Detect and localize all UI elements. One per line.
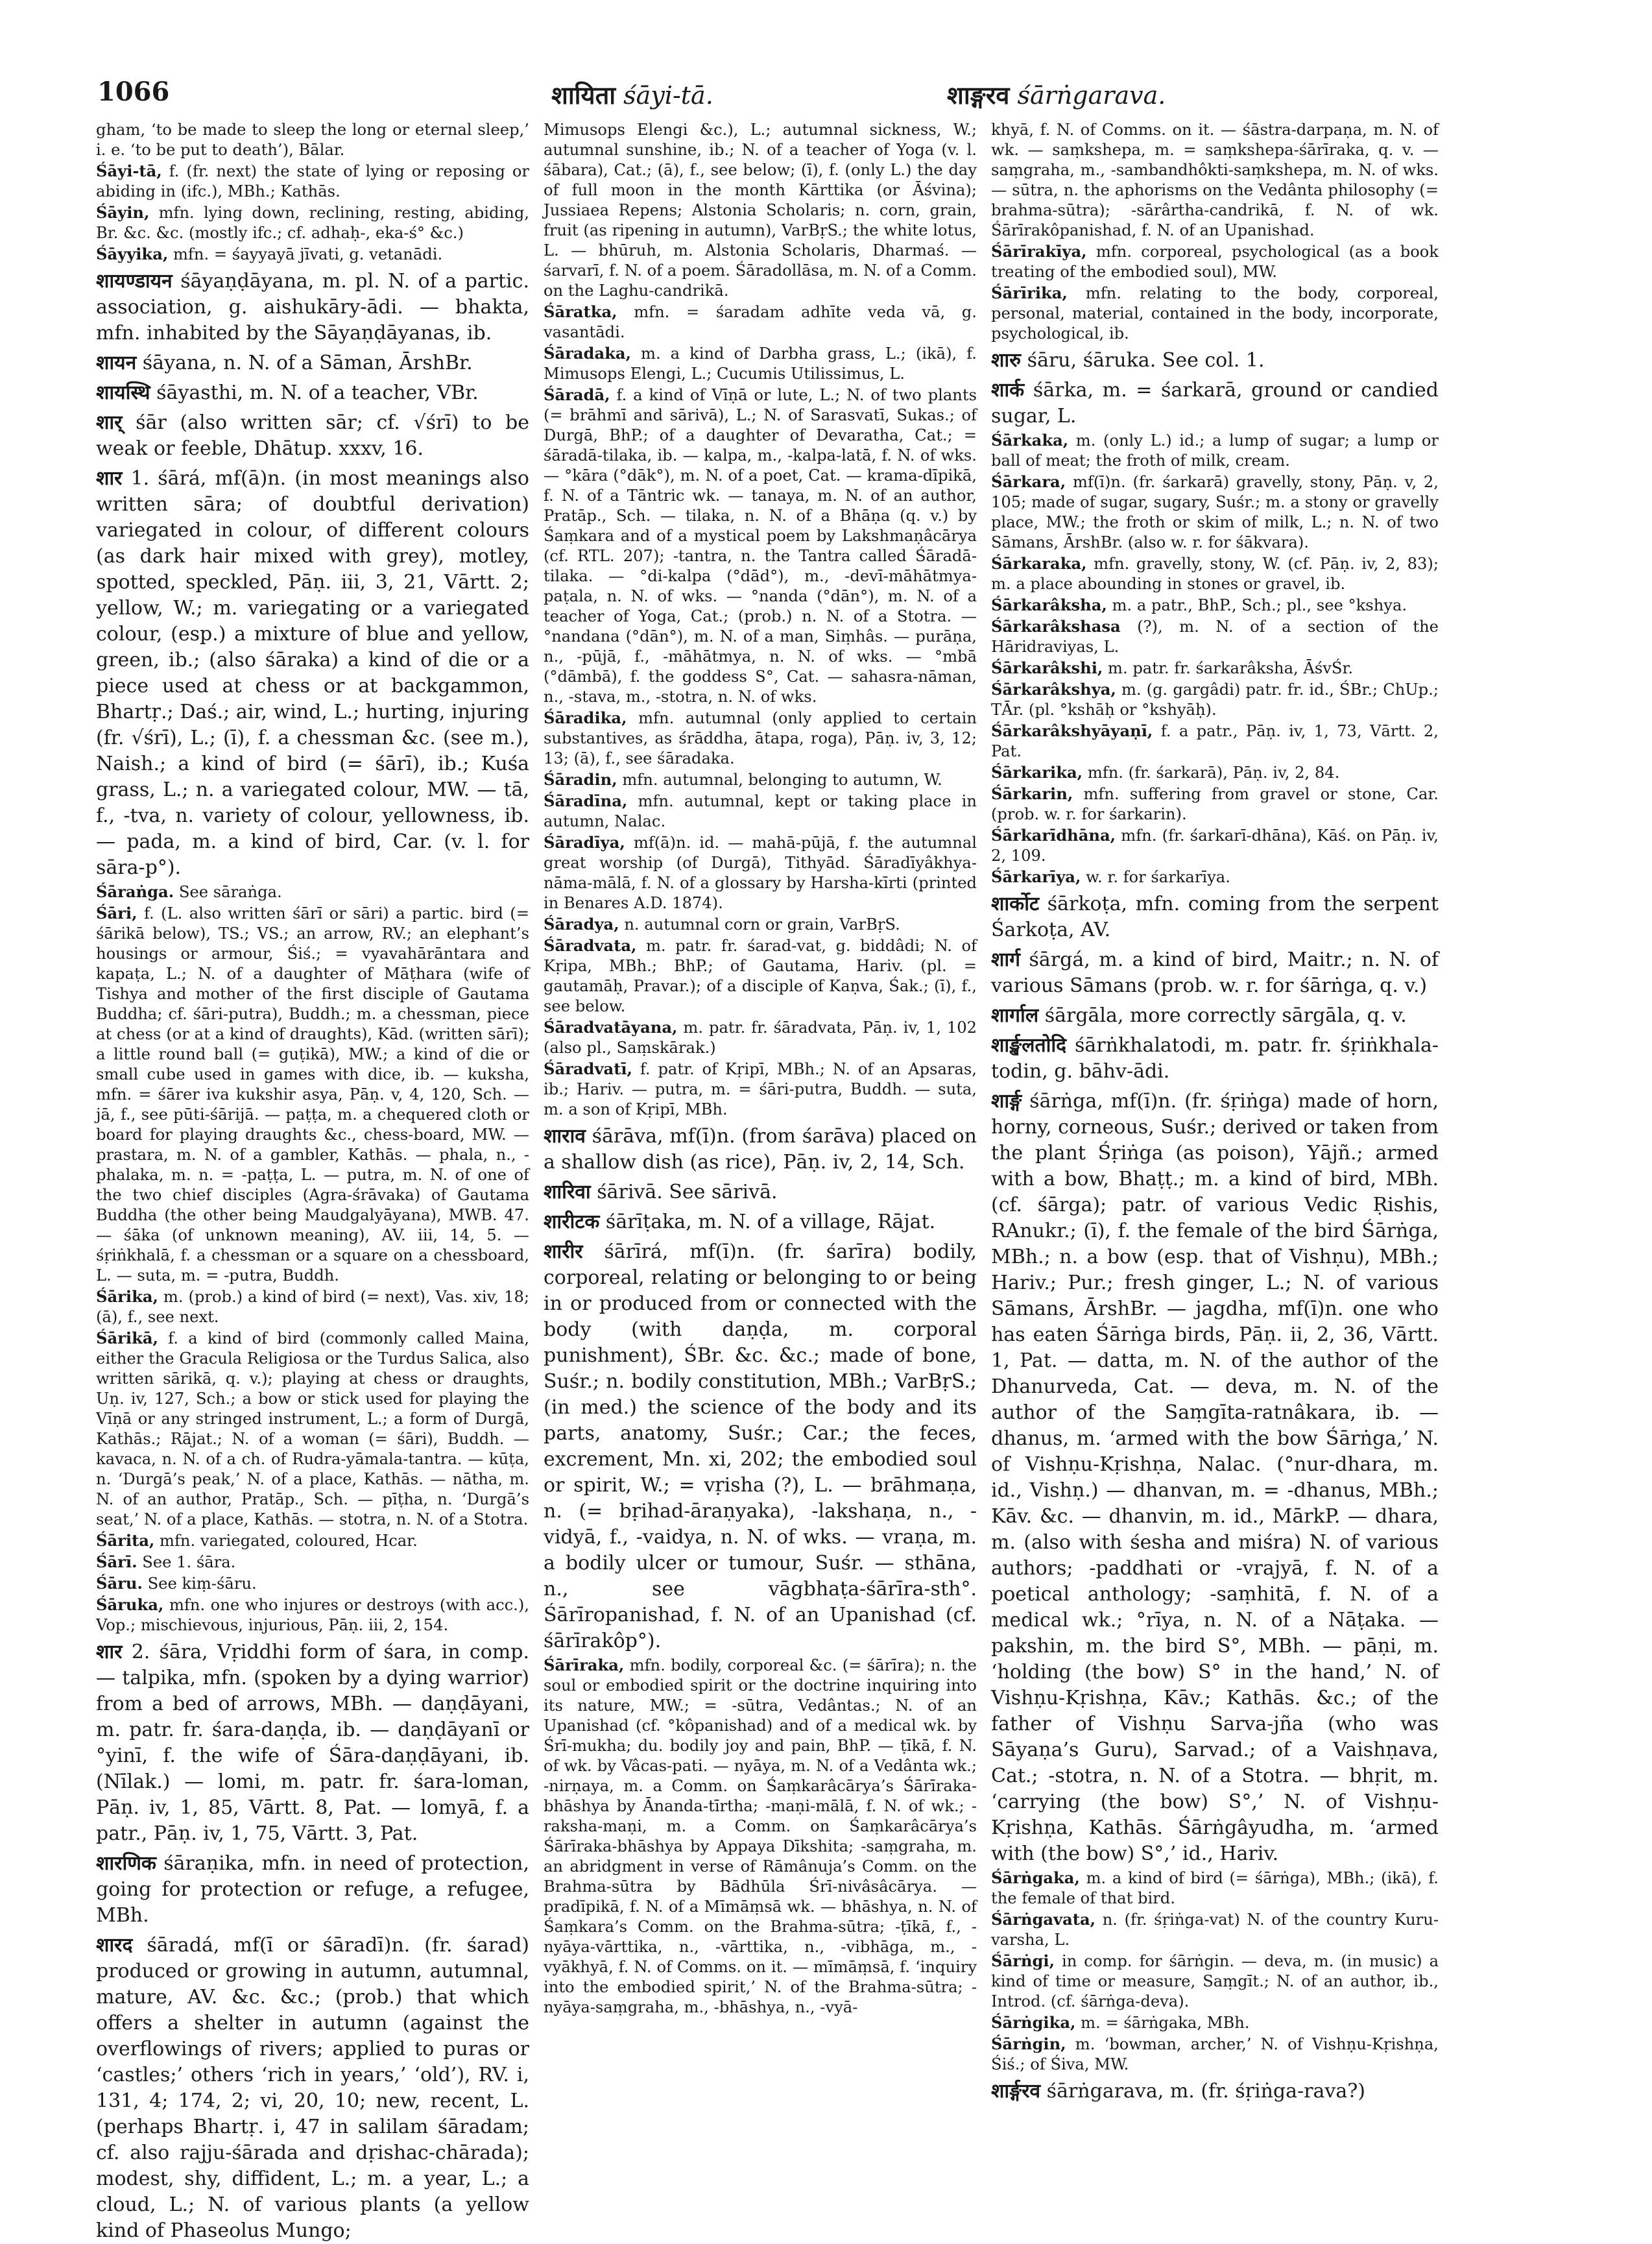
entry-definition: mfn. variegated, coloured, Hcar.: [160, 1532, 418, 1550]
entry-headword: शारीटक: [544, 1211, 600, 1233]
entry-definition: See 1. śāra.: [142, 1553, 236, 1571]
entry-definition: śārīrá, mf(ī)n. (fr. śarīra) bodily, corporeal, relating or belonging to or being in or produced from or connected with the body (with daṇḍa, m. corporal punishment), ŚBr. &c. &c.; made of bone, Suśr.; n. bodily constitution, MBh.; VarBṛS.; (in med.) the science of the body and its parts, anatomy, Suśr.; Car.; the feces, excrement, Mn. xi, 202; the embodied soul or spirit, W.; = vṛisha (?), L. — brāhmaṇa, n. (= bṛihad-āraṇyaka), -lakshaṇa, n., -vidyā, f., -vaidya, n. N. of wks. — vraṇa, m. a bodily ulcer or tumour, Suśr. — sthāna, n., see vāgbhaṭa-śārīra-sth°. Śārīropanishad, f. N. of an Upanishad (cf. śārīrakôp°).: [544, 1240, 977, 1652]
entry-definition: śārgāla, more correctly sārgāla, q. v.: [1044, 1004, 1407, 1027]
dictionary-entry: [96, 1933, 529, 2244]
entry-headword: शार्ङ्खलतोदि: [991, 1034, 1067, 1057]
entry-headword: Śārṅgaka,: [991, 1868, 1080, 1887]
entry-headword: Śārkaka,: [991, 431, 1069, 450]
dictionary-entry: [544, 769, 977, 790]
entry-definition: f. (fr. next) the state of lying or reposing or abiding in (ifc.), MBh.; Kathās.: [96, 162, 529, 200]
entry-definition: mfn. autumnal (only applied to certain substantives, as śrāddha, ātapa, roga), Pāṇ. iv, 3, 12; 13; (ā), f., see śāradaka.: [544, 709, 977, 767]
dictionary-entry: [96, 244, 529, 265]
entry-headword: Śārkarâkshasa: [991, 617, 1121, 636]
entry-headword: शारणिक: [96, 1852, 156, 1875]
column-1: [96, 120, 530, 2242]
entry-headword: Śārīraka,: [544, 1656, 625, 1674]
dictionary-entry: [544, 1017, 977, 1058]
dictionary-entry: [544, 935, 977, 1017]
dictionary-entry: [991, 947, 1439, 999]
entry-headword: Śārkarīdhāna,: [991, 826, 1116, 845]
entry-definition: f. a patr., Pāṇ. iv, 1, 73, Vārtt. 2, Pat.: [991, 722, 1439, 760]
entry-definition: mfn. bodily, corporeal &c. (= śārīra); n. the soul or embodied spirit or the doctrine inquiring into its nature, MW.; = -sūtra, Vedântas.; N. of an Upanishad (cf. °kôpanishad) and of a medical wk. by Śrī-mukha; du. bodily joy and pain, BhP. — ṭīkā, f. N. of wk. by Vâcas-pati. — nyāya, m. N. of a Vedânta wk.; -nirṇaya, m. a Comm. on Śaṃkarâcārya’s Śārīraka-bhāshya by Ānanda-tīrtha; -maṇi-mālā, f. N. of wk.; -raksha-maṇi, m. a Comm. on Śaṃkarâcārya’s Śārīraka-bhāshya by Appaya Dīkshita; -saṃgraha, m. an abridgment in verse of Rāmânuja’s Comm. on the Brahma-sūtra by Bādhūla Śrī-nivâsâcārya. — pradīpikā, f. N. of a Mīmāṃsā wk. — bhāshya, n. N. of Śaṃkara’s Comm. on the Brahma-sūtra; -ṭīkā, f., -nyāya-vārttika, n., -vārttika, n., -vibhāga, m., -vyākhyā, f. N. of Comms. on it. — mīmāṃsā, f. ‘inquiry into the embodied spirit,’ N. of the Brahma-sūtra; -nyāya-saṃgraha, m., -bhāshya, n., -vyā-: [544, 1656, 977, 2016]
entry-definition: śārṅkhalatodi, m. patr. fr. śṛiṅkhala-todin, g. bāhv-ādi.: [991, 1034, 1439, 1083]
entry-definition: gham, ‘to be made to sleep the long or eternal sleep,’ i. e. ‘to be put to death’), Bālar.: [96, 121, 529, 159]
dictionary-entry: [991, 430, 1439, 471]
entry-definition: śāru, śāruka. See col. 1.: [1027, 349, 1265, 372]
entry-definition: mfn. = śaradam adhīte veda vā, g. vasantādi.: [544, 303, 977, 341]
dictionary-entry: [991, 721, 1439, 762]
entry-definition: śār (also written sār; cf. √śrī) to be weak or feeble, Dhātup. xxxv, 16.: [96, 411, 529, 460]
entry-headword: शारिवा: [544, 1181, 591, 1203]
entry-headword: Śārika,: [96, 1287, 158, 1306]
dictionary-entry: [991, 472, 1439, 553]
page-header: [97, 77, 1570, 115]
dictionary-entry: [96, 1552, 529, 1573]
entry-definition: mfn. one who injures or destroys (with acc.), Vop.; mischievous, injurious, Pāṇ. iii, 2, 154.: [96, 1596, 529, 1634]
entry-headword: Śārīrika,: [991, 284, 1068, 302]
dictionary-entry: [991, 2012, 1439, 2033]
page-number: 1066: [97, 77, 170, 107]
dictionary-entry: [96, 380, 529, 406]
entry-headword: Śārkarâksha,: [991, 596, 1107, 614]
entry-headword: शार्ङ्गरव: [991, 2080, 1041, 2103]
entry-headword: शारीर: [544, 1240, 583, 1263]
entry-headword: Śārkarīya,: [991, 867, 1081, 886]
entry-definition: śārāva, mf(ī)n. (from śarāva) placed on a shallow dish (as rice), Pāṇ. iv, 2, 14, Sch.: [544, 1125, 977, 1174]
dictionary-entry: [991, 784, 1439, 825]
entry-headword: Śāruka,: [96, 1595, 164, 1614]
entry-definition: śāyana, n. N. of a Sāman, ĀrshBr.: [142, 352, 473, 374]
right-head-transliteration: śārṅgarava.: [1017, 81, 1166, 110]
dictionary-entry: [96, 1573, 529, 1594]
entry-definition: mfn. gravelly, stony, W. (cf. Pāṇ. iv, 2, 83); m. a place abounding in stones or gravel, ib.: [991, 555, 1439, 593]
right-head-devanagari: शाङ्गरव: [947, 80, 1010, 110]
dictionary-entry: [544, 708, 977, 769]
dictionary-entry: [96, 1639, 529, 1847]
entry-definition: mfn. lying down, reclining, resting, abiding, Br. &c. &c. (mostly ifc.; cf. adhaḥ-, eka-ś° &c.): [96, 204, 529, 242]
entry-headword: Śārkarâkshyāyaṇī,: [991, 721, 1153, 740]
entry-definition: f. a kind of Vīṇā or lute, L.; N. of two plants (= brāhmī and sārivā), L.; N. of Sarasvatī, Sukas.; of Durgā, BhP.; of a daughter of Devaratha, Cat.; = śāradā-tilaka, ib. — kalpa, m., -kalpa-latā, f. N. of wks. — °kāra (°dāk°), m. N. of a poet, Cat. — krama-dīpikā, f. N. of a Tāntric wk. — tanaya, m. N. of an author, Pratāp., Sch. — tilaka, n. N. of a Bhāṇa (q. v.) by Śaṃkara and of a mystical poem by Lakshmaṇâcārya (cf. RTL. 207); -tantra, n. the Tantra called Śāradā-tilaka. — °di-kalpa (°dād°), m., -devī-māhātmya-paṭala, n. N. of wks. — °nanda (°dān°), m. N. of a teacher of Yoga, Cat.; (prob.) n. N. of a Stotra. — °nandana (°dān°), m. N. of a man, Siṃhâs. — purāṇa, n., -pūjā, f., -māhātmya, n. N. of wks. — °mbā (°dāmbā), f. the goddess S°, Cat. — sahasra-nāman, n., -stava, m., -stotra, n. N. of wks.: [544, 386, 977, 706]
dictionary-entry: [991, 1951, 1439, 2012]
dictionary-entry: [544, 1124, 977, 1176]
entry-definition: mfn. suffering from gravel or stone, Car. (prob. w. r. for śarkarin).: [991, 785, 1439, 823]
entry-definition: mfn. autumnal, belonging to autumn, W.: [622, 771, 942, 789]
entry-headword: शाराव: [544, 1125, 586, 1148]
entry-headword: Śārṅgi,: [991, 1951, 1055, 1970]
entry-headword: शार्ङ्ग: [991, 1090, 1022, 1113]
entry-headword: Śārkarâkshi,: [991, 658, 1103, 677]
dictionary-entry: [544, 1239, 977, 1654]
entry-headword: शायण्डायन: [96, 270, 173, 293]
entry-headword: Śāradya,: [544, 915, 619, 934]
entry-headword: Śārkaraka,: [991, 554, 1087, 573]
entry-definition: 1. śārá, mf(ā)n. (in most meanings also written sāra; of doubtful derivation) variegated in colour, of different colours (as dark hair mixed with grey), motley, spotted, speckled, Pāṇ. iii, 3, 21, Vārtt. 2; yellow, W.; m. variegating or a variegated colour, (esp.) a mixture of blue and yellow, green, ib.; (also śāraka) a kind of die or a piece used at chess or at backgammon, Bhartṛ.; Daś.; air, wind, L.; hurting, injuring (fr. √śrī), L.; (ī), f. a chessman &c. (see m.), Naish.; a kind of bird (= śārī), ib.; Kuśa grass, L.; n. a variegated colour, MW. — tā, f., -tva, n. variety of colour, yellowness, ib. — pada, m. a kind of bird, Car. (v. l. for sāra-p°).: [96, 467, 529, 879]
right-running-head: [947, 78, 1166, 112]
dictionary-entry: [96, 350, 529, 376]
dictionary-entry: [991, 1909, 1439, 1950]
dictionary-entry: [96, 1851, 529, 1929]
entry-definition: m. patr. fr. śarkarâksha, ĀśvŚr.: [1108, 659, 1354, 677]
entry-definition: śāradá, mf(ī or śāradī)n. (fr. śarad) produced or growing in autumn, autumnal, mature, AV. &c. &c.; (prob.) that which offers a shelter in autumn (against the overflowings of rivers; applied to puras or ‘castles;’ others ‘rich in years,’ ‘old’), RV. i, 131, 4; 174, 2; vi, 20, 10; new, recent, L. (perhaps Bhartṛ. i, 47 in salilam śāradam; cf. also rajju-śārada and dṛishac-chārada); modest, shy, diffident, L.; m. a year, L.; a cloud, L.; N. of various plants (a yellow kind of Phaseolus Mungo;: [96, 1934, 529, 2242]
entry-definition: m. a kind of Darbha grass, L.; (ikā), f. Mimusops Elengi, L.; Cucumis Utilissimus, L.: [544, 344, 977, 383]
entry-headword: Śāri,: [96, 904, 138, 923]
dictionary-entry: [991, 283, 1439, 344]
entry-definition: śārivā. See sārivā.: [597, 1181, 778, 1203]
dictionary-entry: [96, 1286, 529, 1327]
dictionary-entry: [544, 302, 977, 343]
entry-headword: Śārṅgika,: [991, 2013, 1076, 2032]
entry-definition: m. (only L.) id.; a lump of sugar; a lump or ball of meat; the froth of milk, cream.: [991, 431, 1439, 470]
dictionary-entry: [991, 1003, 1439, 1029]
entry-headword: Śāradvatāyana,: [544, 1018, 678, 1037]
dictionary-entry: [991, 1868, 1439, 1909]
dictionary-entry: [96, 903, 529, 1286]
entry-headword: Śāru.: [96, 1574, 143, 1593]
entry-headword: Śāradvata,: [544, 936, 637, 955]
entry-headword: शारद: [96, 1934, 133, 1957]
entry-definition: śārka, m. = śarkarā, ground or candied sugar, L.: [991, 379, 1439, 428]
entry-definition: śārṅga, mf(ī)n. (fr. śṛiṅga) made of horn, horny, corneous, Suśr.; derived or taken from the plant Śṛiṅga (as poison), Yājñ.; armed with a bow, Bhaṭṭ.; m. a kind of bird, MBh. (cf. śārga); patr. of various Vedic Ṛishis, RAnukr.; (ī), f. the female of the bird Śārṅga, MBh.; n. a bow (esp. that of Vishṇu), MBh.; Hariv.; Pur.; fresh ginger, L.; N. of various Sāmans, ĀrshBr. — jagdha, mf(ī)n. one who has eaten Śārṅga birds, Pāṇ. ii, 2, 36, Vārtt. 1, Pat. — datta, m. N. of the author of the Dhanurveda, Cat. — deva, m. N. of the author of the Saṃgīta-ratnâkara, ib. — dhanus, m. ‘armed with the bow Śārṅga,’ N. of Vishṇu-Kṛishṇa, Nalac. (°nur-dhara, m. id., Vishṇ.) — dhanvan, m. = -dhanus, MBh.; Kāv. &c. — dhanvin, m. id., MārkP. — dhara, m. (also with śesha and miśra) N. of various authors; -paddhati or -vrajyā, f. N. of a poetical anthology; -saṃhitā, f. N. of a medical wk.; °rīya, n. N. of a Nāṭaka. — pakshin, m. the bird S°, MBh. — pāṇi, m. ‘holding (the bow) S° in the hand,’ N. of Vishṇu-Kṛishṇa, Kāv.; Kathās. &c.; of the father of Vishṇu Sarva-jña (who was Sāyaṇa’s Guru), Sarvad.; of a Vaishṇava, Cat.; -stotra, n. N. of a Stotra. — bhṛit, m. ‘carrying (the bow) S°,’ N. of Vishṇu-Kṛishṇa, Kathās. Śārṅgâyudha, m. ‘armed with (the bow) S°,’ id., Hariv.: [991, 1090, 1439, 1865]
entry-definition: mfn. (fr. śarkarā), Pāṇ. iv, 2, 84.: [1087, 764, 1340, 782]
entry-definition: 2. śāra, Vṛiddhi form of śara, in comp. — talpika, mfn. (spoken by a dying warrior) from a bed of arrows, MBh. — daṇḍāyani, m. patr. fr. śara-daṇḍa, ib. — daṇḍāyanī or °yinī, f. the wife of Śāra-daṇḍāyani, ib. (Nīlak.) — lomi, m. patr. fr. śara-loman, Pāṇ. iv, 1, 85, Vārtt. 8, Pat. — lomyā, f. a patr., Pāṇ. iv, 1, 75, Vārtt. 3, Pat.: [96, 1641, 529, 1845]
entry-headword: Śāyyika,: [96, 245, 169, 263]
entry-headword: शार्कोट: [991, 893, 1040, 915]
dictionary-entry: [991, 378, 1439, 429]
entry-headword: Śārṅgavata,: [991, 1910, 1096, 1929]
entry-definition: khyā, f. N. of Comms. on it. — śāstra-darpaṇa, m. N. of wk. — saṃkshepa, m. = saṃkshepa-śārīraka, q. v. — saṃgraha, m., -sambandhôkti-saṃkshepa, m. N. of wks. — sūtra, n. the aphorisms on the Vedânta philosophy (= brahma-sūtra); -sārârtha-candrikā, f. N. of wk. Śārīrakôpanishad, f. N. of an Upanishad.: [991, 121, 1439, 239]
dictionary-entry: [991, 2034, 1439, 2075]
entry-headword: Śāraṅga.: [96, 882, 174, 901]
dictionary-entry: [991, 616, 1439, 657]
entry-headword: Śārikā,: [96, 1329, 158, 1347]
entry-definition: m. = śārṅgaka, MBh.: [1081, 2014, 1250, 2032]
entry-headword: शार: [96, 467, 123, 490]
entry-definition: mf(ī)n. (fr. śarkarā) gravelly, stony, Pāṇ. v, 2, 105; made of sugar, sugary, Suśr.; m. a stony or gravelly place, MW.; the froth or skim of milk, L.; n. N. of two Sāmans, ĀrshBr. (also w. r. for śākvara).: [991, 473, 1439, 551]
column-2: [544, 120, 977, 2105]
entry-definition: m. patr. fr. śarad-vat, g. biddâdi; N. of Kṛipa, MBh.; BhP.; of Gautama, Hariv. (pl. = gautamāḥ, Pravar.); of a disciple of Kaṇva, Śak.; (ī), f., see below.: [544, 937, 977, 1015]
entry-headword: Śāradā,: [544, 385, 610, 404]
dictionary-entry: [991, 658, 1439, 679]
entry-headword: Śāyi-tā,: [96, 162, 162, 180]
dictionary-entry: [544, 1179, 977, 1205]
entry-headword: शार्: [96, 411, 123, 434]
entry-headword: शार्ग: [991, 948, 1021, 971]
dictionary-entry: [991, 1033, 1439, 1085]
entry-headword: Śāradvatī,: [544, 1059, 632, 1078]
entry-headword: Śārīrakīya,: [991, 242, 1087, 261]
entry-headword: Śārkarika,: [991, 763, 1083, 782]
dictionary-entry: [96, 1328, 529, 1530]
dictionary-entry: [991, 825, 1439, 866]
dictionary-entry: [544, 343, 977, 384]
entry-definition: See sāraṅga.: [178, 883, 282, 901]
entry-definition: See kiṃ-śāru.: [147, 1574, 257, 1593]
entry-definition: in comp. for śārṅgin. — deva, m. (in music) a kind of time or measure, Saṃgīt.; N. of an author, ib., Introd. (cf. śārṅga-deva).: [991, 1952, 1439, 2010]
entry-headword: शार्क: [991, 379, 1025, 402]
dictionary-entry: [991, 762, 1439, 783]
entry-headword: शायस्थि: [96, 381, 150, 404]
entry-definition: m. a kind of bird (= śārṅga), MBh.; (ikā), f. the female of that bird.: [991, 1869, 1439, 1907]
dictionary-entry: [96, 1530, 529, 1551]
entry-definition: f. (L. also written śārī or sāri) a partic. bird (= śārikā below), TS.; VS.; an arrow, RV.; an elephant’s housings or armour, Śiś.; = vyavahārāntara and kapaṭa, L.; N. of a daughter of Māṭhara (wife of Tishya and mother of the first disciple of Gautama Buddha; cf. śāri-putra), Buddh.; m. a chessman, piece at chess (or at a kind of draughts), Kād. (written sārī); a little round ball (= guṭikā), MW.; a kind of die or small cube used in games with dice, ib. — kuksha, mfn. = śārer iva kukshir asya, Pāṇ. v, 4, 120, Sch. — jā, f., see pūti-śārijā. — paṭṭa, m. a chequered cloth or board for playing draughts &c., chess-board, MW. — prastara, m. N. of a gambler, Kathās. — phala, n., -phalaka, m. n. = -paṭṭa, L. — putra, m. N. of one of the two chief disciples (Agra-śrāvaka) of Gautama Buddha (the other being Maudgalyāyana), MWB. 47. — śāka (of unknown meaning), AV. iii, 14, 5. — śṛiṅkhalā, f. a chessman or a square on a chessboard, L. — suta, m. = -putra, Buddh.: [96, 904, 529, 1285]
entry-headword: शायन: [96, 352, 137, 374]
entry-headword: Śāratka,: [544, 302, 617, 321]
entry-definition: śārṅgarava, m. (fr. śṛiṅga-rava?): [1046, 2080, 1366, 2103]
entry-definition: śāyasthi, m. N. of a teacher, VBr.: [156, 381, 479, 404]
entry-headword: शारु: [991, 349, 1022, 372]
dictionary-entry: [96, 120, 529, 160]
dictionary-entry: [96, 161, 529, 202]
entry-definition: mfn. (fr. śarkarī-dhāna), Kāś. on Pāṇ. iv, 2, 109.: [991, 826, 1439, 865]
entry-definition: n. (fr. śṛiṅga-vat) N. of the country Kuru-varsha, L.: [991, 1911, 1439, 1949]
entry-definition: m. (g. gargâdi) patr. fr. id., ŚBr.; ChUp.; TĀr. (pl. °kshāḥ or °kshyāḥ).: [991, 681, 1439, 719]
entry-headword: Śāradika,: [544, 708, 627, 727]
dictionary-entry: [991, 2079, 1439, 2105]
entry-definition: f. patr. of Kṛipī, MBh.; N. of an Apsaras, ib.; Hariv. — putra, m. = śāri-putra, Buddh. — suta, m. a son of Kṛipī, MBh.: [544, 1060, 977, 1118]
entry-headword: Śārkarin,: [991, 784, 1073, 803]
entry-definition: śāraṇika, mfn. in need of protection, going for protection or refuge, a refugee, MBh.: [96, 1852, 530, 1927]
entry-definition: śārīṭaka, m. N. of a village, Rājat.: [605, 1211, 936, 1233]
dictionary-entry: [544, 1209, 977, 1235]
entry-definition: mfn. corporeal, psychological (as a book treating of the embodied soul), MW.: [991, 243, 1439, 281]
entry-definition: m. ‘bowman, archer,’ N. of Vishṇu-Kṛishṇa, Śiś.; of Śiva, MW.: [991, 2035, 1439, 2073]
dictionary-entry: [544, 385, 977, 707]
dictionary-entry: [96, 466, 529, 881]
entry-headword: Śārkara,: [991, 472, 1066, 491]
dictionary-entry: [544, 832, 977, 913]
dictionary-entry: [544, 914, 977, 935]
entry-definition: (?), m. N. of a section of the Hāridraviyas, L.: [991, 618, 1439, 656]
dictionary-entry: [991, 241, 1439, 282]
entry-definition: śāyaṇḍāyana, m. pl. N. of a partic. association, g. aishukāry-ādi. — bhakta, mfn. inhabited by the Sāyaṇḍāyanas, ib.: [96, 270, 529, 344]
dictionary-entry: [991, 120, 1439, 241]
entry-definition: w. r. for śarkarīya.: [1086, 868, 1230, 886]
left-head-devanagari: शायिता: [551, 80, 616, 110]
dictionary-entry: [991, 679, 1439, 720]
entry-definition: śārgá, m. a kind of bird, Maitr.; n. N. of various Sāmans (prob. w. r. for śārṅga, q. v.): [991, 948, 1439, 997]
entry-headword: Śāradīya,: [544, 833, 625, 852]
entry-definition: mfn. autumnal, kept or taking place in autumn, Nalac.: [544, 792, 977, 830]
entry-definition: mfn. = śayyayā jīvati, g. vetanādi.: [173, 245, 443, 263]
left-running-head: [551, 78, 713, 112]
dictionary-entry: [96, 202, 529, 243]
column-3: [991, 120, 1439, 2105]
dictionary-entry: [544, 1655, 977, 2018]
entry-definition: Mimusops Elengi &c.), L.; autumnal sickness, W.; autumnal sunshine, ib.; N. of a teacher of Yoga (v. l. śābara), Cat.; (ā), f., see below; (ī), f. (only L.) the day of full moon in the month Kārttika (or Āśvina); Jussiaea Repens; Alstonia Scholaris; n. corn, grain, fruit (as ripening in autumn), VarBṛS.; the white lotus, L. — bhūruh, m. Alstonia Scholaris, Dharmaś. — śarvarī, f. N. of a poem. Śāradollāsa, m. N. of a Comm. on the Laghu-candrikā.: [544, 121, 977, 300]
dictionary-entry: [544, 1059, 977, 1120]
entry-definition: n. autumnal corn or grain, VarBṛS.: [624, 915, 900, 934]
dictionary-entry: [991, 867, 1439, 887]
entry-definition: mfn. relating to the body, corporeal, personal, material, contained in the body, incorporate, psychological, ib.: [991, 284, 1439, 343]
entry-headword: Śārita,: [96, 1531, 155, 1550]
dictionary-entry: [991, 595, 1439, 616]
entry-definition: m. (prob.) a kind of bird (= next), Vas. xiv, 18; (ā), f., see next.: [96, 1288, 529, 1326]
dictionary-entry: [96, 882, 529, 902]
dictionary-entry: [96, 1595, 529, 1635]
dictionary-entry: [544, 120, 977, 301]
entry-definition: m. patr. fr. śāradvata, Pāṇ. iv, 1, 102 (also pl., Saṃskārak.): [544, 1019, 977, 1057]
dictionary-entry: [544, 791, 977, 832]
entry-headword: Śāyin,: [96, 203, 150, 222]
dictionary-entry: [991, 1089, 1439, 1867]
left-head-transliteration: śāyi-tā.: [623, 81, 713, 110]
entry-headword: Śārī.: [96, 1552, 138, 1571]
entry-definition: mf(ā)n. id. — mahā-pūjā, f. the autumnal great worship (of Durgā), Tithyād. Śāradīyâkhya-nāma-mālā, f. N. of a glossary by Harsha-kīrti (printed in Benares A.D. 1874).: [544, 834, 977, 912]
entry-definition: f. a kind of bird (commonly called Maina, either the Gracula Religiosa or the Turdus Salica, also written sārikā, q. v.); playing at chess or draughts, Uṇ. iv, 127, Sch.; a bow or stick used for playing the Vīṇā or any stringed instrument, L.; a form of Durgā, Kathās.; Rājat.; N. of a woman (= śāri), Buddh. — kavaca, n. N. of a ch. of Rudra-yāmala-tantra. — kūṭa, n. ‘Durgā’s peak,’ N. of a place, Kathās. — nātha, m. N. of an author, Pratāp., Sch. — pīṭha, n. ‘Durgā’s seat,’ N. of a place, Kathās. — stotra, n. N. of a Stotra.: [96, 1329, 529, 1528]
dictionary-entry: [991, 348, 1439, 374]
dictionary-entry: [991, 891, 1439, 943]
dictionary-entry: [96, 269, 529, 346]
dictionary-entry: [96, 410, 529, 462]
entry-definition: śārkoṭa, mfn. coming from the serpent Śarkoṭa, AV.: [991, 893, 1439, 941]
entry-headword: Śāradaka,: [544, 344, 631, 363]
entry-headword: Śārkarâkshya,: [991, 680, 1116, 699]
entry-headword: शार: [96, 1641, 123, 1663]
entry-definition: m. a patr., BhP., Sch.; pl., see °kshya.: [1112, 596, 1407, 614]
entry-headword: Śāradīna,: [544, 791, 628, 810]
dictionary-entry: [991, 553, 1439, 594]
entry-headword: Śāradin,: [544, 770, 617, 789]
entry-headword: शार्गाल: [991, 1004, 1039, 1027]
entry-headword: Śārṅgin,: [991, 2034, 1066, 2053]
